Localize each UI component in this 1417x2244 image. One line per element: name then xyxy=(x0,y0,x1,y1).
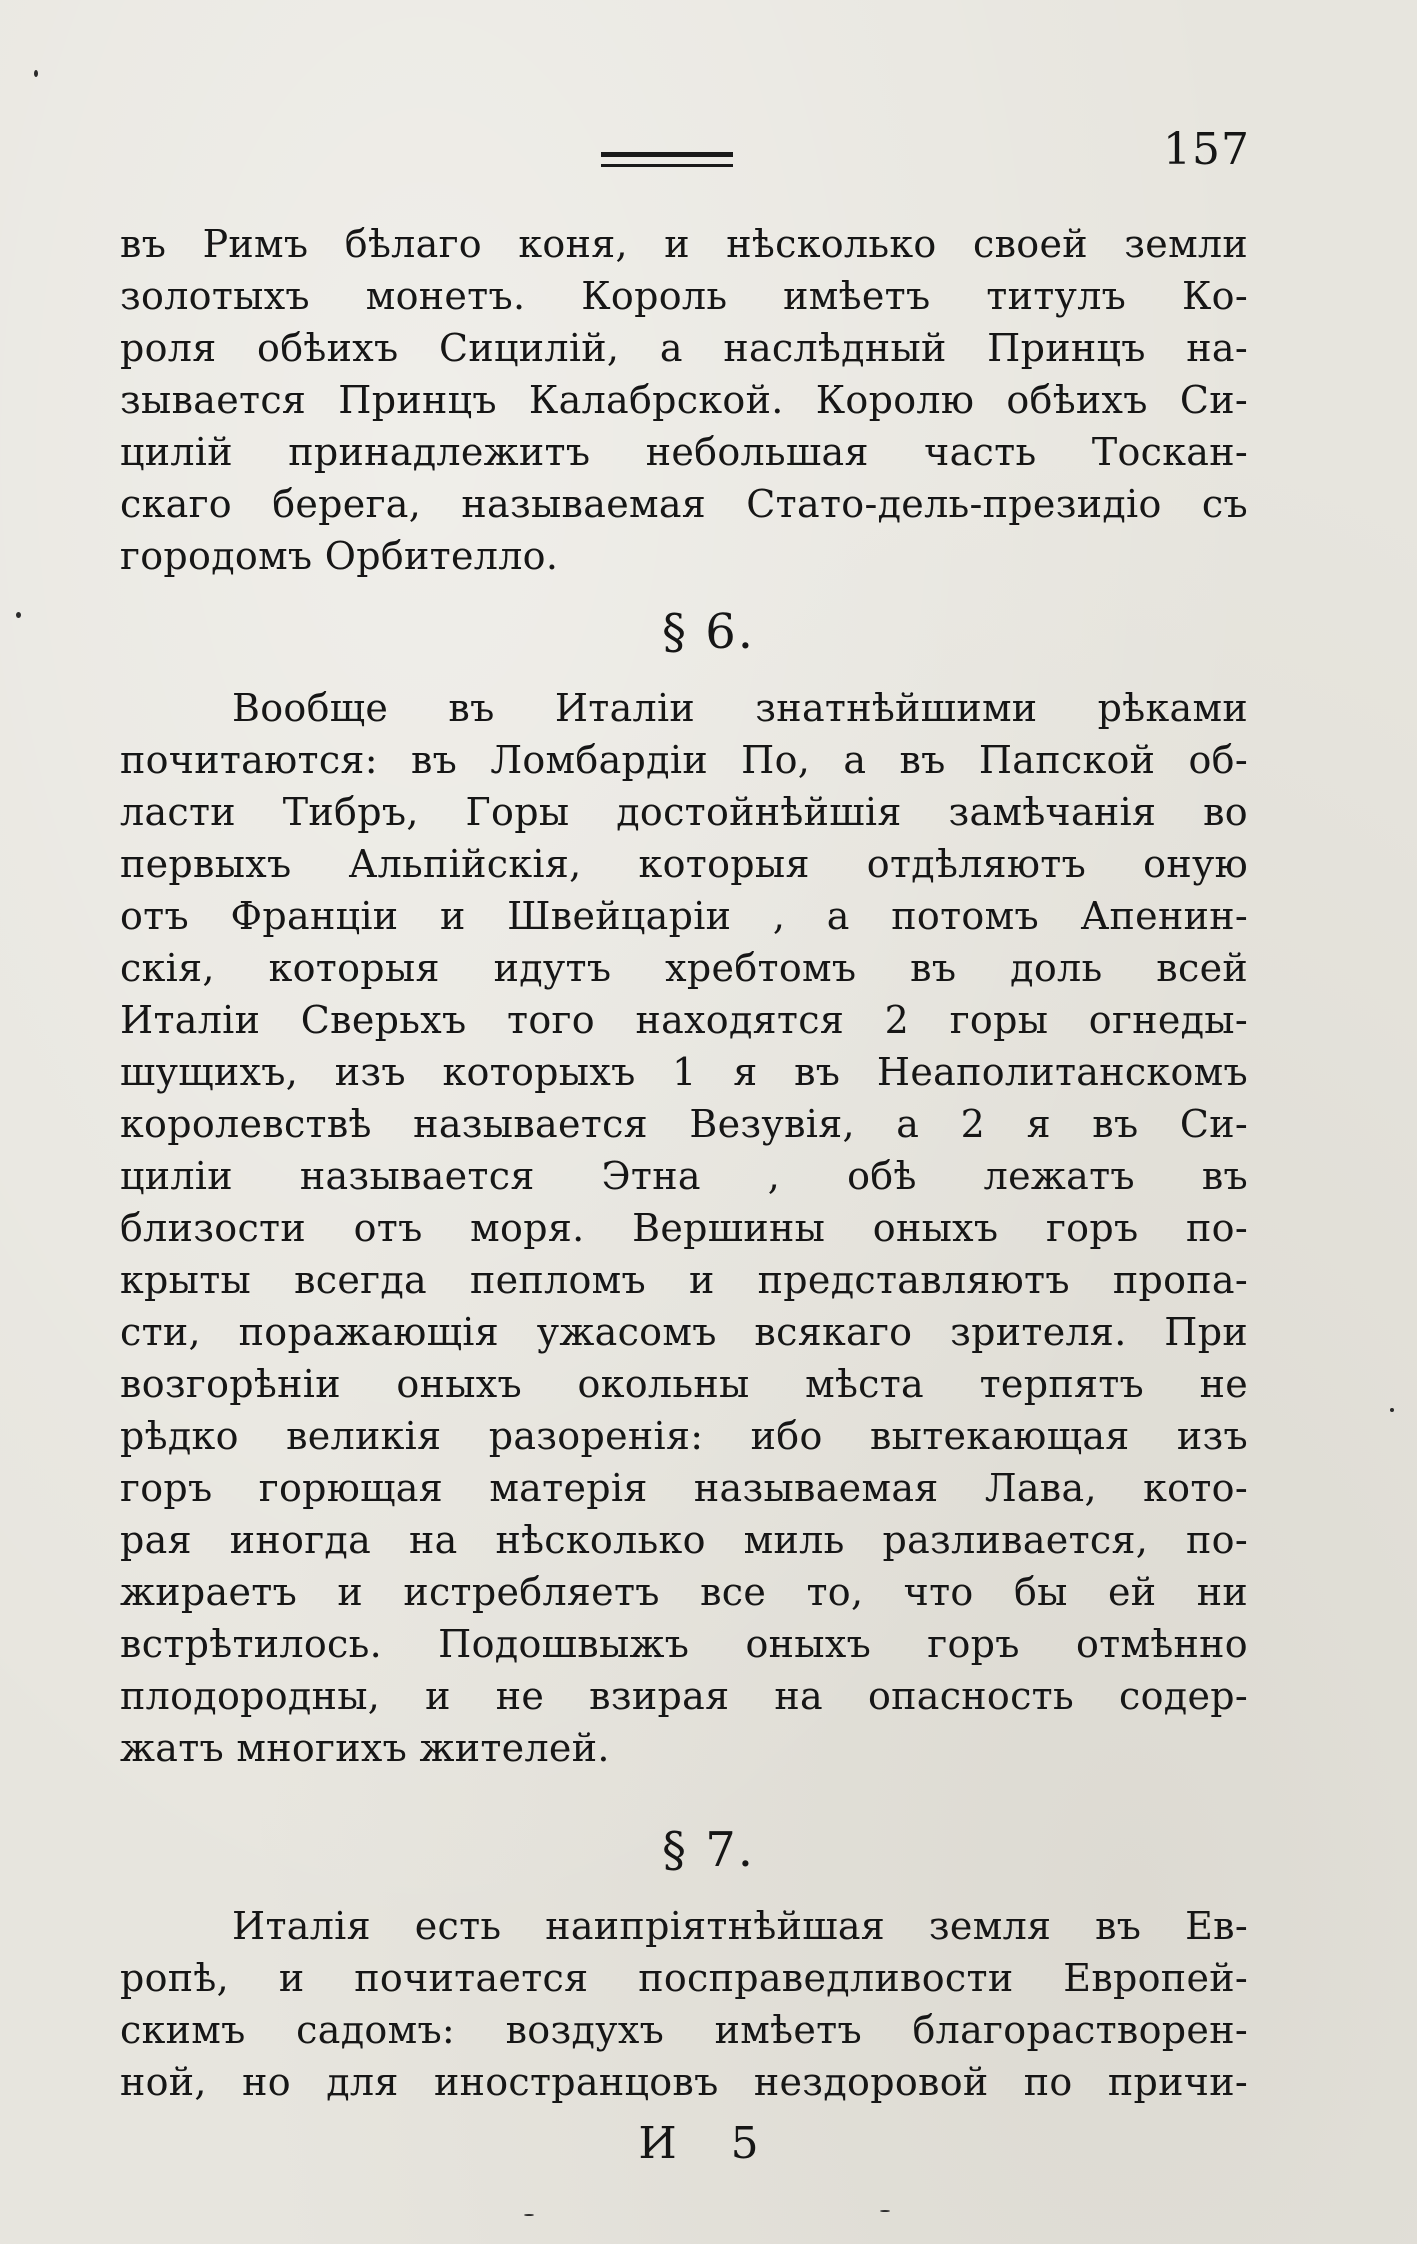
text-line: встрѣтилось. Подошвыжъ оныхъ горъ отмѣнно xyxy=(120,1622,1248,1666)
text-line: отъ Франціи и Швейцаріи , а потомъ Апенин- xyxy=(120,894,1248,938)
text-line: цилій принадлежитъ небольшая часть Тоскан- xyxy=(120,430,1248,474)
text-line: скаго берега, называемая Стато-дель-президіо съ xyxy=(120,482,1248,526)
text-line: роля обѣихъ Сицилій, а наслѣдный Принцъ на- xyxy=(120,326,1248,370)
text-line: близости отъ моря. Вершины оныхъ горъ по- xyxy=(120,1206,1248,1250)
text-line: скія, которыя идутъ хребтомъ въ доль всей xyxy=(120,946,1248,990)
text-line: возгорѣніи оныхъ окольны мѣста терпятъ не xyxy=(120,1362,1248,1406)
text-line: скимъ садомъ: воздухъ имѣетъ благорастворен- xyxy=(120,2008,1248,2052)
text-line: первыхъ Альпійскія, которыя отдѣляютъ оную xyxy=(120,842,1248,886)
text-line: почитаются: въ Ломбардіи По, а въ Папской об- xyxy=(120,738,1248,782)
text-line: плодородны, и не взирая на опасность содер- xyxy=(120,1674,1248,1718)
text-line: королевствѣ называется Везувія, а 2 я въ Си- xyxy=(120,1102,1248,1146)
text-line: Вообще въ Италіи знатнѣйшими рѣками xyxy=(232,686,1248,730)
text-line: ной, но для иностранцовъ нездоровой по причи- xyxy=(120,2060,1248,2104)
text-line: въ Римъ бѣлаго коня, и нѣсколько своей земли xyxy=(120,222,1248,266)
section-heading-6: § 6. xyxy=(661,604,756,660)
ink-speck xyxy=(34,70,38,77)
section-7-paragraph xyxy=(120,1900,1248,2108)
text-line: жатъ многихъ жителей. xyxy=(120,1726,610,1770)
text-line: ропѣ, и почитается посправедливости Европей- xyxy=(120,1956,1248,2000)
text-line: циліи называется Этна , обѣ лежатъ въ xyxy=(120,1154,1248,1198)
ink-speck xyxy=(16,612,21,618)
signature-mark: И 5 xyxy=(638,2118,779,2169)
ink-speck xyxy=(880,2210,890,2212)
page-number: 157 xyxy=(1163,124,1250,175)
text-line: горъ горющая матерія называемая Лава, кото- xyxy=(120,1466,1248,1510)
text-line: Италія есть наипріятнѣйшая земля въ Ев- xyxy=(232,1904,1248,1948)
header-double-rule-lower xyxy=(601,164,733,167)
text-line: зывается Принцъ Калабрской. Королю обѣихъ Си- xyxy=(120,378,1248,422)
text-line: рѣдко великія разоренія: ибо вытекающая изъ xyxy=(120,1414,1248,1458)
text-line: золотыхъ монетъ. Король имѣетъ титулъ Ко- xyxy=(120,274,1248,318)
text-line: городомъ Орбителло. xyxy=(120,534,559,578)
text-line: жираетъ и истребляетъ все то, что бы ей ни xyxy=(120,1570,1248,1614)
section-6-paragraph xyxy=(120,682,1248,1774)
section-heading-7: § 7. xyxy=(661,1822,756,1878)
text-line: ласти Тибръ, Горы достойнѣйшія замѣчанія во xyxy=(120,790,1248,834)
text-line: Италіи Сверьхъ того находятся 2 горы огнеды- xyxy=(120,998,1248,1042)
text-line: крыты всегда пепломъ и представляютъ пропа- xyxy=(120,1258,1248,1302)
ink-speck xyxy=(524,2214,534,2216)
text-line: сти, поражающія ужасомъ всякаго зрителя. При xyxy=(120,1310,1248,1354)
ink-speck xyxy=(1390,1408,1394,1412)
header-double-rule xyxy=(601,152,733,157)
text-line: рая иногда на нѣсколько миль разливается, по- xyxy=(120,1518,1248,1562)
text-line: шущихъ, изъ которыхъ 1 я въ Неаполитанскомъ xyxy=(120,1050,1248,1094)
paragraph-1 xyxy=(120,218,1248,582)
